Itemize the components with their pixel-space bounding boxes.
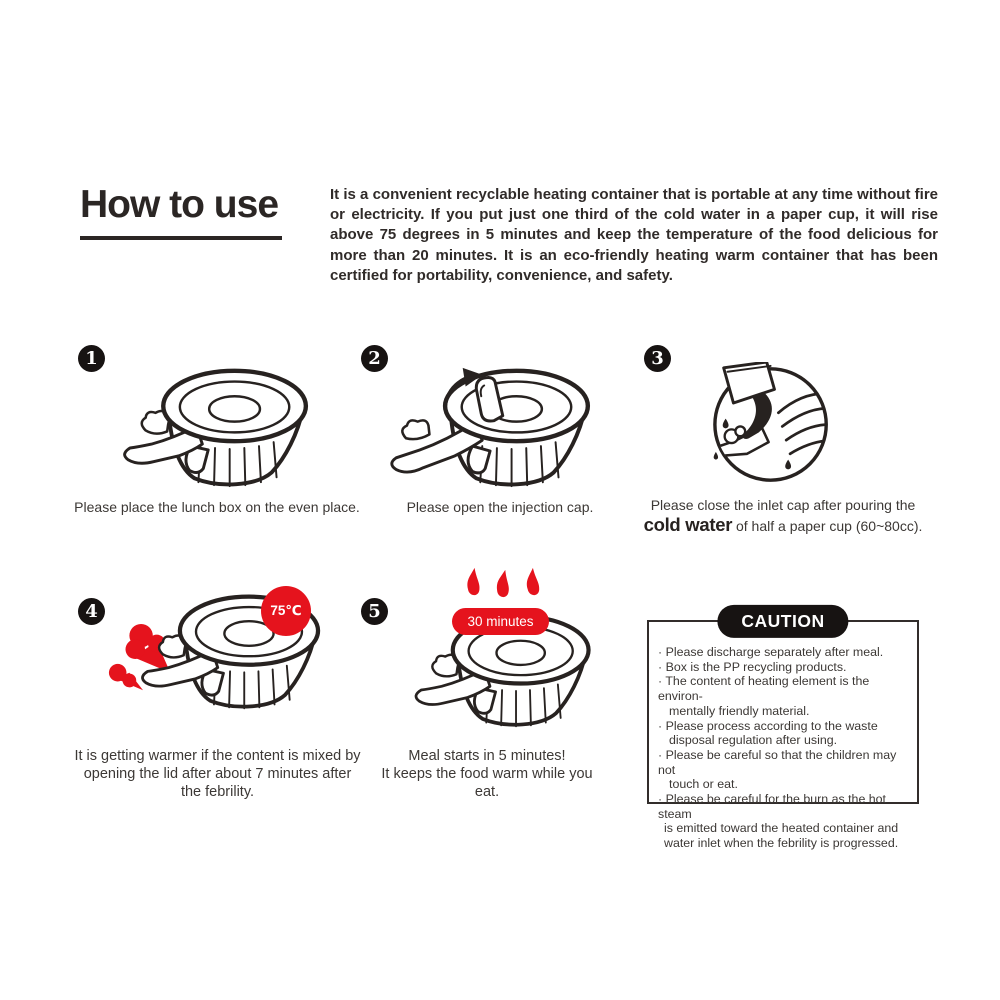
step-2-number: 2 — [361, 345, 388, 372]
step-5-caption: Meal starts in 5 minutes! It keeps the food warm while you eat. — [381, 748, 593, 801]
heat-flames-icon — [466, 567, 554, 607]
temperature-badge: 75℃ — [261, 586, 311, 636]
caution-item: · Please discharge separately after meal. — [656, 645, 913, 660]
step-1-number: 1 — [78, 345, 105, 372]
step-5-number: 5 — [361, 598, 388, 625]
step-4-number: 4 — [78, 598, 105, 625]
cold-water-emphasis: cold water — [643, 514, 733, 535]
step-3-caption: Please close the inlet cap after pouring the cold water of half a paper cup (60~80cc). — [643, 497, 923, 535]
caution-label: CAUTION — [717, 605, 848, 638]
intro-paragraph: It is a convenient recyclable heating container that is portable at any time without fire or electricity. If you put just one third of the cold water in a paper cup, it will rise above 75 degrees in 5 minutes and keep the temperature of the food delicious for more than 20 minutes. It is an eco-friendly heating warm container that has been certified for portability, convenience, and safety. — [330, 186, 938, 284]
caution-item: · Box is the PP recycling products. — [656, 660, 913, 675]
step-3-number: 3 — [644, 345, 671, 372]
caution-item: · The content of heating element is the environ- mentally friendly material. — [656, 674, 913, 718]
lunch-box-illustration — [118, 364, 314, 491]
duration-badge: 30 minutes — [452, 608, 549, 635]
caution-item: · Please be careful for the burn as the hot steam is emitted toward the heated container and water inlet when the febrility is progressed. — [656, 792, 913, 851]
pouring-water-illustration — [702, 362, 844, 487]
step-4-caption: It is getting warmer if the content is mixed by opening the lid after about 7 minutes after the febrility. — [74, 748, 361, 801]
open-injection-cap-illustration — [390, 362, 596, 494]
step-2-caption: Please open the injection cap. — [406, 499, 594, 515]
caution-box — [647, 610, 919, 851]
caution-item: · Please process according to the waste disposal regulation after using. — [656, 719, 913, 748]
caution-item: · Please be careful so that the children may not touch or eat. — [656, 748, 913, 792]
page-title: How to use — [80, 184, 282, 240]
step-1-caption: Please place the lunch box on the even place. — [74, 499, 360, 515]
caution-list — [656, 645, 913, 851]
